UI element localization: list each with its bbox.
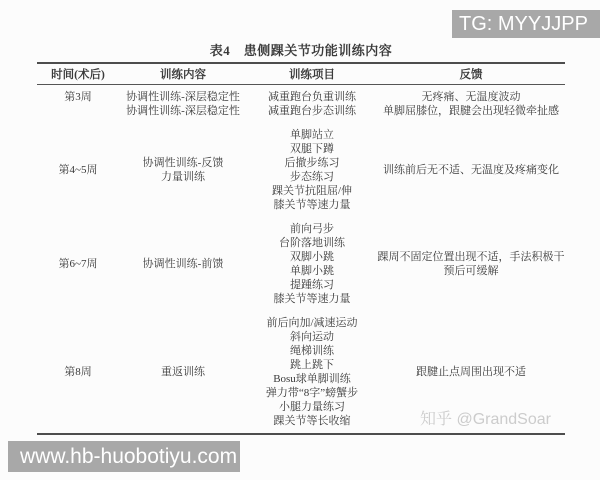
items-cell-line: 斜向运动	[290, 331, 334, 343]
feedback-cell-line: 跟腱止点周围出现不适	[416, 366, 526, 378]
items-cell-line: 弹力带“8字”螃蟹步	[265, 387, 359, 399]
items-cell-line: 台阶落地训练	[279, 237, 345, 249]
table-row	[37, 217, 565, 311]
header-feedback: 反馈	[459, 69, 483, 81]
items-cell-line: 单脚小跳	[290, 265, 334, 277]
items-cell-line: 绳梯训练	[290, 345, 334, 357]
items-cell-line: 前向弓步	[290, 223, 334, 235]
items-cell	[247, 316, 377, 428]
time-cell-line: 第3周	[64, 91, 92, 103]
items-cell-line: 膝关节等速力量	[273, 199, 351, 211]
items-cell	[247, 90, 377, 118]
content-cell-line: 协调性训练-深层稳定性	[126, 105, 240, 117]
items-cell-line: 双腿下蹲	[290, 143, 334, 155]
items-cell-line: 减重跑台步态训练	[268, 105, 356, 117]
table-row	[37, 85, 565, 123]
training-table	[37, 62, 565, 435]
site-url-watermark: www.hb-huobotiyu.com	[8, 441, 240, 472]
time-cell-line: 第8周	[64, 366, 92, 378]
header-content: 训练内容	[160, 69, 206, 81]
items-cell-line: 前后向加/减速运动	[266, 317, 358, 329]
items-cell-line: 后撤步练习	[284, 157, 340, 169]
content-cell-line: 重返训练	[161, 366, 205, 378]
table-row	[37, 123, 565, 217]
items-cell-line: 跳上跳下	[290, 359, 334, 371]
time-cell	[37, 128, 119, 212]
content-cell-line: 协调性训练-深层稳定性	[126, 91, 240, 103]
time-cell	[37, 222, 119, 306]
content-cell-line: 协调性训练-反馈	[142, 157, 224, 169]
table-title: 表4 患侧踝关节功能训练内容	[209, 43, 393, 58]
items-cell-line: 踝关节抗阻屈/伸	[271, 185, 353, 197]
feedback-cell	[377, 222, 565, 306]
time-cell-line: 第6~7周	[58, 258, 98, 270]
content-cell	[119, 128, 247, 212]
items-cell-line: 单脚站立	[290, 129, 334, 141]
table-body	[37, 85, 565, 433]
items-cell-line: 减重跑台负重训练	[268, 91, 356, 103]
feedback-cell-line: 无疼痛、无温度波动	[421, 91, 521, 103]
items-cell-line: 提踵练习	[290, 279, 334, 291]
content-cell-line: 力量训练	[161, 171, 205, 183]
feedback-cell	[377, 128, 565, 212]
time-cell	[37, 316, 119, 428]
content-cell	[119, 316, 247, 428]
items-cell-line: 小腿力量练习	[279, 401, 345, 413]
time-cell	[37, 90, 119, 118]
time-cell-line: 第4~5周	[58, 164, 98, 176]
table-header-row	[37, 64, 565, 85]
content-cell	[119, 222, 247, 306]
content-cell	[119, 90, 247, 118]
items-cell	[247, 222, 377, 306]
items-cell-line: 双脚小跳	[290, 251, 334, 263]
zhihu-watermark: 知乎 @GrandSoar	[420, 411, 551, 428]
items-cell	[247, 128, 377, 212]
header-time: 时间(术后)	[51, 69, 105, 81]
content-cell-line: 协调性训练-前馈	[142, 258, 224, 270]
feedback-cell-line: 训练前后无不适、无温度及疼痛变化	[383, 164, 559, 176]
feedback-cell	[377, 90, 565, 118]
items-cell-line: 膝关节等速力量	[273, 293, 351, 305]
header-items: 训练项目	[289, 69, 335, 81]
telegram-watermark: TG: MYYJJPP	[452, 10, 600, 38]
items-cell-line: Bosu球单脚训练	[273, 373, 351, 385]
items-cell-line: 步态练习	[290, 171, 334, 183]
items-cell-line: 踝关节等长收缩	[273, 415, 351, 427]
feedback-cell-line: 单脚屈膝位，跟腱会出现轻微牵扯感	[383, 105, 559, 117]
feedback-cell-line: 踝周不固定位置出现不适，手法积极干预后可缓解	[377, 251, 565, 277]
